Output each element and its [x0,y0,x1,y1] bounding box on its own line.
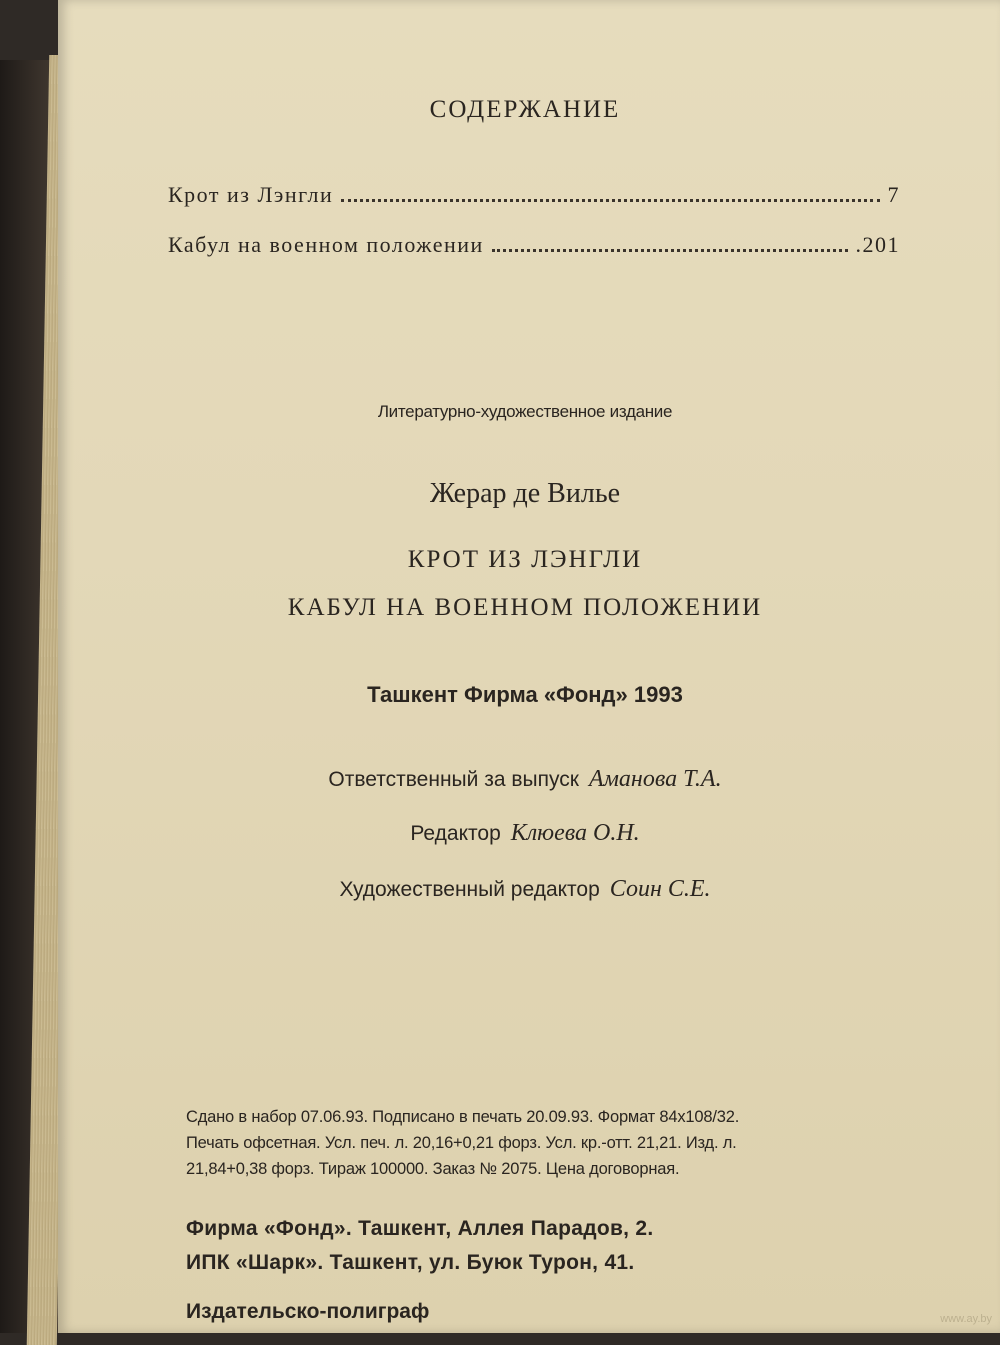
toc-item-page: 7 [887,182,900,207]
toc-leader-dots [341,198,879,202]
author-name: Жерар де Вилье [429,478,621,509]
contents-heading: СОДЕРЖАНИЕ [429,96,621,123]
toc-item [168,232,900,258]
toc-item-title: Крот из Лэнгли [168,182,334,207]
book-page [58,0,1000,1333]
site-watermark: www.ay.by [940,1313,992,1325]
print-imprint [186,1104,946,1182]
credit-role: Редактор [410,822,501,845]
credit-name: Аманова Т.А. [588,766,722,792]
credit-line [58,766,992,793]
toc-item-title: Кабул на военном положении [168,232,484,257]
publisher-address [186,1212,946,1280]
toc-item [168,182,900,208]
imprint-line: 21,84+0,38 форз. Тираж 100000. Заказ № 2075. Цена договорная. [186,1160,680,1178]
edition-genre: Литературно-художественное издание [377,402,673,421]
imprint-line: Сдано в набор 07.06.93. Подписано в печать 20.09.93. Формат 84х108/32. [186,1108,740,1126]
book-title: КАБУЛ НА ВОЕННОМ ПОЛОЖЕНИИ [287,594,763,621]
address-line: ИПК «Шарк». Ташкент, ул. Буюк Турон, 41. [186,1251,635,1274]
credit-role: Ответственный за выпуск [328,768,579,791]
toc-leader-dots [492,248,848,252]
publisher-line: Ташкент Фирма «Фонд» 1993 [367,682,683,707]
book-title: КРОТ ИЗ ЛЭНГЛИ [407,546,643,573]
cut-off-line: Издательско-полиграф [186,1300,430,1323]
address-line: Фирма «Фонд». Ташкент, Аллея Парадов, 2. [186,1217,654,1240]
credit-name: Клюева О.Н. [510,820,640,846]
credit-name: Соин С.Е. [609,876,711,902]
imprint-line: Печать офсетная. Усл. печ. л. 20,16+0,21 форз. Усл. кр.-отт. 21,21. Изд. л. [186,1134,737,1152]
credit-line [58,820,992,847]
toc-item-page: .201 [855,232,900,257]
credit-line [58,876,992,903]
credit-role: Художественный редактор [339,878,600,901]
